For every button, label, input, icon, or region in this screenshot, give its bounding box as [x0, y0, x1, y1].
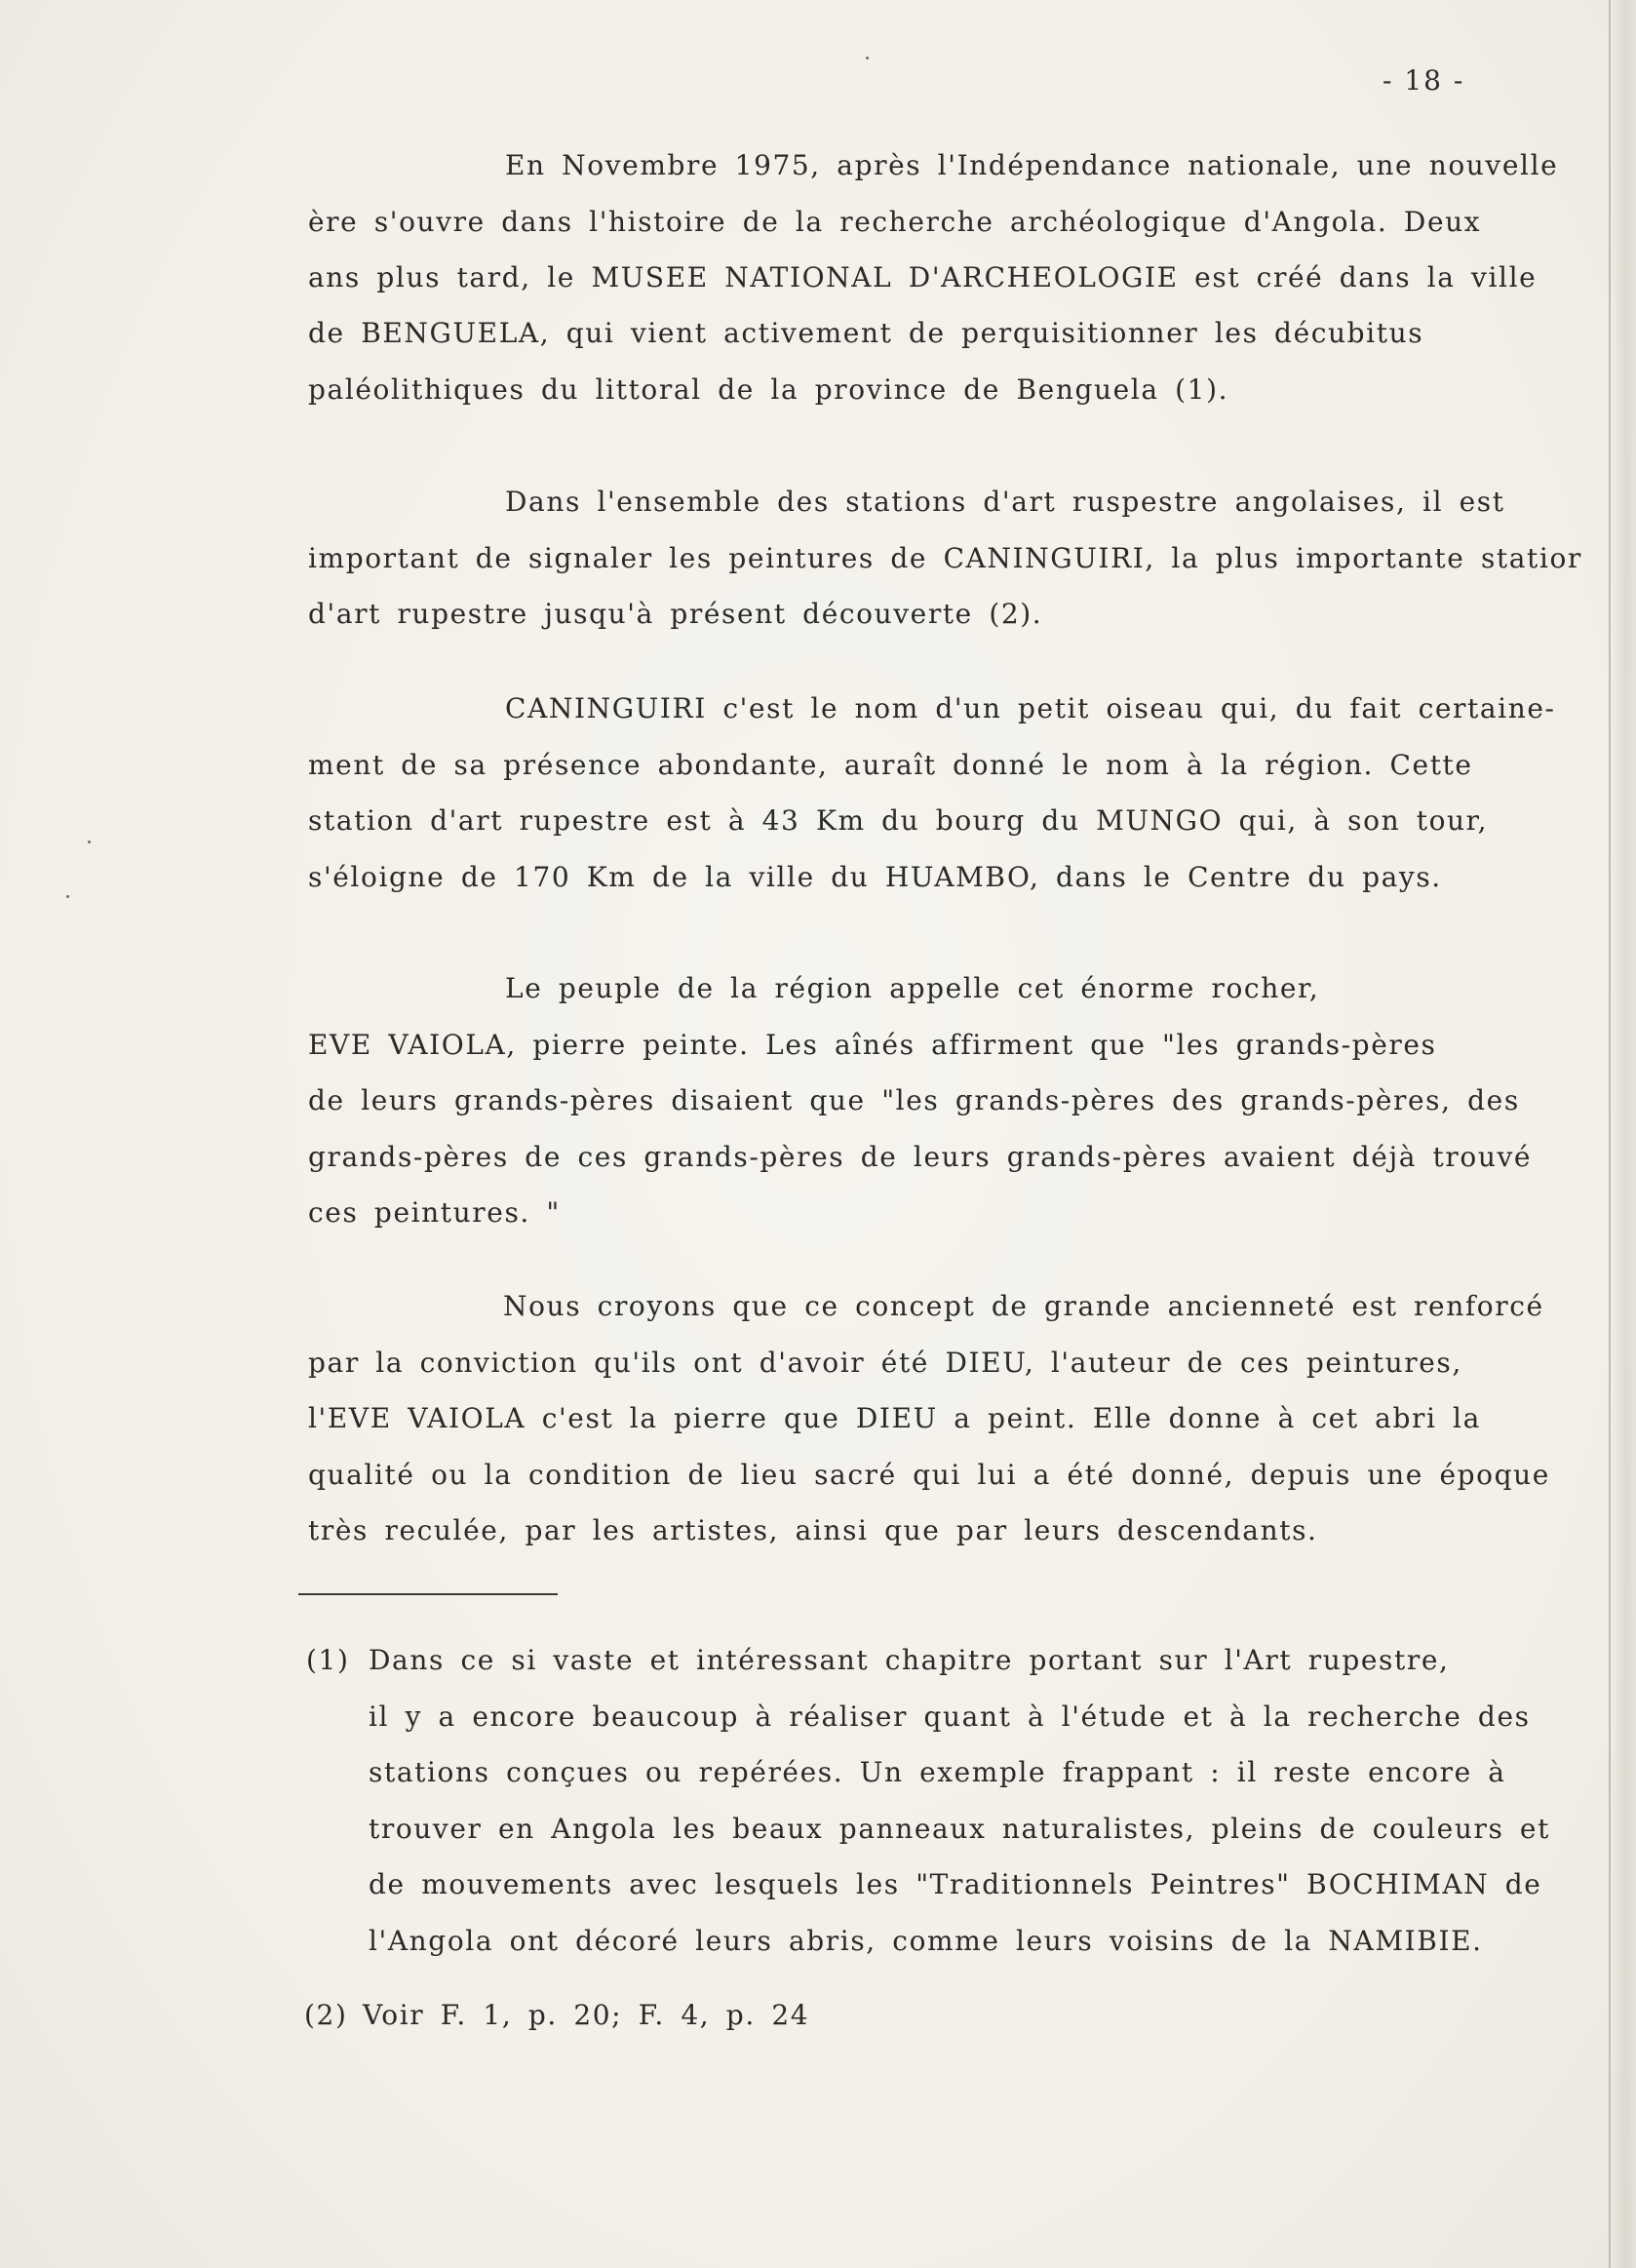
paragraph-4-line-4: grands-pères de ces grands-pères de leurs grands-pères avaient déjà trouvé — [308, 1141, 1533, 1173]
dust-speck — [66, 895, 69, 898]
paragraph-5-line-2: par la conviction qu'ils ont d'avoir été DIEU, l'auteur de ces peintures, — [308, 1347, 1462, 1379]
paragraph-4-line-1: Le peuple de la région appelle cet énorme rocher, — [505, 972, 1320, 1004]
paragraph-3-line-1: CANINGUIRI c'est le nom d'un petit oiseau qui, du fait certaine- — [505, 692, 1556, 724]
paragraph-1-line-5: paléolithiques du littoral de la province de Benguela (1). — [308, 373, 1229, 406]
paragraph-3-line-4: s'éloigne de 170 Km de la ville du HUAMBO, dans le Centre du pays. — [308, 861, 1442, 893]
dust-speck — [88, 841, 91, 843]
page-edge — [1609, 0, 1636, 2268]
paragraph-1-line-3: ans plus tard, le MUSEE NATIONAL D'ARCHEOLOGIE est créé dans la ville — [308, 261, 1538, 293]
footnote-1-marker: (1) — [306, 1644, 350, 1676]
paragraph-5-line-5: très reculée, par les artistes, ainsi que par leurs descendants. — [308, 1514, 1318, 1546]
footnote-1-line-6: l'Angola ont décoré leurs abris, comme leurs voisins de la NAMIBIE. — [369, 1925, 1483, 1957]
footnote-1-line-2: il y a encore beaucoup à réaliser quant à l'étude et à la recherche des — [369, 1701, 1531, 1733]
paragraph-1-line-1: En Novembre 1975, après l'Indépendance nationale, une nouvelle — [505, 149, 1559, 181]
footnote-1-line-1: Dans ce si vaste et intéressant chapitre portant sur l'Art rupestre, — [369, 1644, 1450, 1676]
paragraph-3-line-2: ment de sa présence abondante, auraît donné le nom à la région. Cette — [308, 749, 1473, 781]
paragraph-5-line-1: Nous croyons que ce concept de grande ancienneté est renforcé — [503, 1290, 1544, 1322]
paragraph-4-line-5: ces peintures. " — [308, 1196, 561, 1229]
footnote-1-line-4: trouver en Angola les beaux panneaux naturalistes, pleins de couleurs et — [369, 1813, 1550, 1845]
paragraph-5-line-3: l'EVE VAIOLA c'est la pierre que DIEU a peint. Elle donne à cet abri la — [308, 1402, 1481, 1434]
footnote-1-line-5: de mouvements avec lesquels les "Traditionnels Peintres" BOCHIMAN de — [369, 1868, 1542, 1900]
paragraph-4-line-2: EVE VAIOLA, pierre peinte. Les aînés affirment que "les grands-pères — [308, 1029, 1437, 1061]
paragraph-2-line-2: important de signaler les peintures de CANINGUIRI, la plus importante statior — [308, 542, 1582, 574]
paragraph-5-line-4: qualité ou la condition de lieu sacré qui lui a été donné, depuis une époque — [308, 1459, 1550, 1491]
paragraph-2-line-1: Dans l'ensemble des stations d'art ruspestre angolaises, il est — [505, 486, 1505, 518]
page-number: - 18 - — [1383, 64, 1465, 97]
paragraph-1-line-4: de BENGUELA, qui vient activement de perquisitionner les décubitus — [308, 317, 1424, 349]
footnote-1-line-3: stations conçues ou repérées. Un exemple frappant : il reste encore à — [369, 1756, 1506, 1788]
paragraph-4-line-3: de leurs grands-pères disaient que "les grands-pères des grands-pères, des — [308, 1084, 1520, 1116]
paragraph-2-line-3: d'art rupestre jusqu'à présent découverte (2). — [308, 598, 1043, 630]
footnote-separator — [298, 1593, 558, 1595]
paragraph-1-line-2: ère s'ouvre dans l'histoire de la recherche archéologique d'Angola. Deux — [308, 206, 1482, 238]
paragraph-3-line-3: station d'art rupestre est à 43 Km du bourg du MUNGO qui, à son tour, — [308, 804, 1489, 837]
footnote-2-marker: (2) — [304, 1999, 348, 2031]
footnote-2-line-1: Voir F. 1, p. 20; F. 4, p. 24 — [363, 1999, 810, 2031]
dust-speck — [866, 57, 869, 59]
